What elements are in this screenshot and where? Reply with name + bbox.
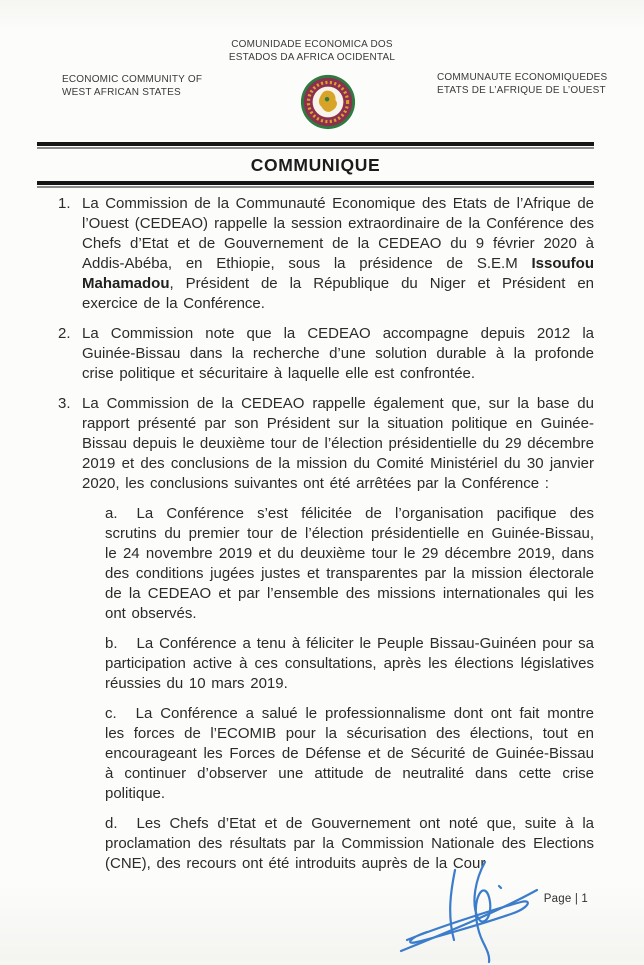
- paragraph-3-number: 3.: [58, 395, 71, 412]
- signature: [393, 856, 543, 960]
- subparagraph-c: [105, 704, 594, 804]
- subparagraph-b-text: La Conférence a tenu à féliciter le Peuple Bissau-Guinéen pour sa participation active à ces consultations, après les élections législatives réussies du 10 mars 2019.: [105, 635, 594, 692]
- paragraph-1-bold-name: Issoufou Mahamadou: [82, 255, 594, 292]
- ecowas-logo-icon: [300, 73, 356, 131]
- subparagraph-b-letter: b.: [105, 635, 118, 652]
- paragraph-3-text: La Commission de la CEDEAO rappelle également que, sur la base du rapport présenté par son Président sur la situation politique en Guinée-Bissau depuis le deuxième tour de l’élection présidentielle du 29 décembre 2019 et des conclusions de la mission du Comité Ministériel du 30 janvier 2020, les conclusions suivantes ont été arrêtées par la Conférence :: [82, 395, 594, 492]
- header-english-name: [62, 73, 232, 99]
- subparagraph-d-text: Les Chefs d’Etat et de Gouvernement ont noté que, suite à la proclamation des résultats par la Commission Nationale des Elections (CNE), des recours ont été introduits auprès de la Cour: [105, 815, 594, 872]
- header-english-line2: WEST AFRICAN STATES: [62, 87, 181, 98]
- subparagraph-b: [105, 634, 594, 694]
- signature-scribble-icon: [393, 856, 543, 960]
- paragraph-2-text: La Commission note que la CEDEAO accompagne depuis 2012 la Guinée-Bissau dans la recherche d’une solution durable à la profonde crise politique et sécuritaire à laquelle elle est confrontée.: [82, 325, 594, 382]
- top-rule-thick: [37, 142, 594, 146]
- subparagraph-d-letter: d.: [105, 815, 118, 832]
- page-number-label: Page | 1: [543, 893, 588, 905]
- subparagraph-a-letter: a.: [105, 505, 118, 522]
- paragraph-2: [37, 324, 594, 384]
- title-band: [37, 142, 594, 188]
- top-rule-thin: [37, 147, 594, 149]
- header-portuguese-line1: COMUNIDADE ECONOMICA DOS: [231, 39, 393, 50]
- bottom-rule-thick: [37, 181, 594, 185]
- paragraph-1-text-end: , Président de la République du Niger et Président en exercice de la Conférence.: [82, 275, 594, 312]
- header-portuguese-name: [182, 38, 442, 64]
- subparagraph-c-text: La Conférence a salué le professionnalisme dont ont fait montre les forces de l’ECOMIB pour la sécurisation des élections, tout en encourageant les Forces de Défense et de Sécurité de Guinée-Bissau à continuer d’observer une attitude de neutralité dans cette crise politique.: [105, 705, 594, 802]
- header-french-line2: ETATS DE L’AFRIQUE DE L’OUEST: [437, 85, 606, 96]
- ecowas-logo: [300, 73, 356, 131]
- paragraph-3: [37, 394, 594, 494]
- document-title: COMMUNIQUE: [250, 155, 381, 175]
- paragraph-1-text: La Commission de la Communauté Economique des Etats de l’Afrique de l’Ouest (CEDEAO) rappelle la session extraordinaire de la Conférence des Chefs d’Etat et de Gouvernement de la CEDEAO du 9 février 2020 à Addis-Abéba, en Ethiopie, sous la présidence de S.E.M: [82, 195, 594, 272]
- paragraph-1: [37, 194, 594, 314]
- paragraph-2-number: 2.: [58, 325, 71, 342]
- header-french-line1: COMMUNAUTE ECONOMIQUEDES: [437, 72, 608, 83]
- logo-africa-accent: [325, 97, 329, 101]
- header-french-name: [437, 71, 617, 97]
- signature-dot: [499, 886, 501, 888]
- paragraph-1-number: 1.: [58, 195, 71, 212]
- signature-stroke-diagonal: [401, 890, 537, 951]
- header-english-line1: ECONOMIC COMMUNITY OF: [62, 74, 203, 85]
- bottom-rule-thin: [37, 186, 594, 188]
- subparagraph-a: [105, 504, 594, 624]
- header-portuguese-line2: ESTADOS DA AFRICA OCIDENTAL: [228, 52, 396, 63]
- subparagraph-c-letter: c.: [105, 705, 117, 722]
- document-body: [37, 194, 594, 884]
- subparagraph-a-text: La Conférence s’est félicitée de l’organisation pacifique des scrutins du premier tour de l’élection présidentielle en Guinée-Bissau, le 24 novembre 2019 et du deuxième tour le 29 décembre 2019, dans des conditions jugées justes et transparentes par la mission électorale de la CEDEAO et par l’ensemble des missions internationales qui les ont observés.: [105, 505, 594, 622]
